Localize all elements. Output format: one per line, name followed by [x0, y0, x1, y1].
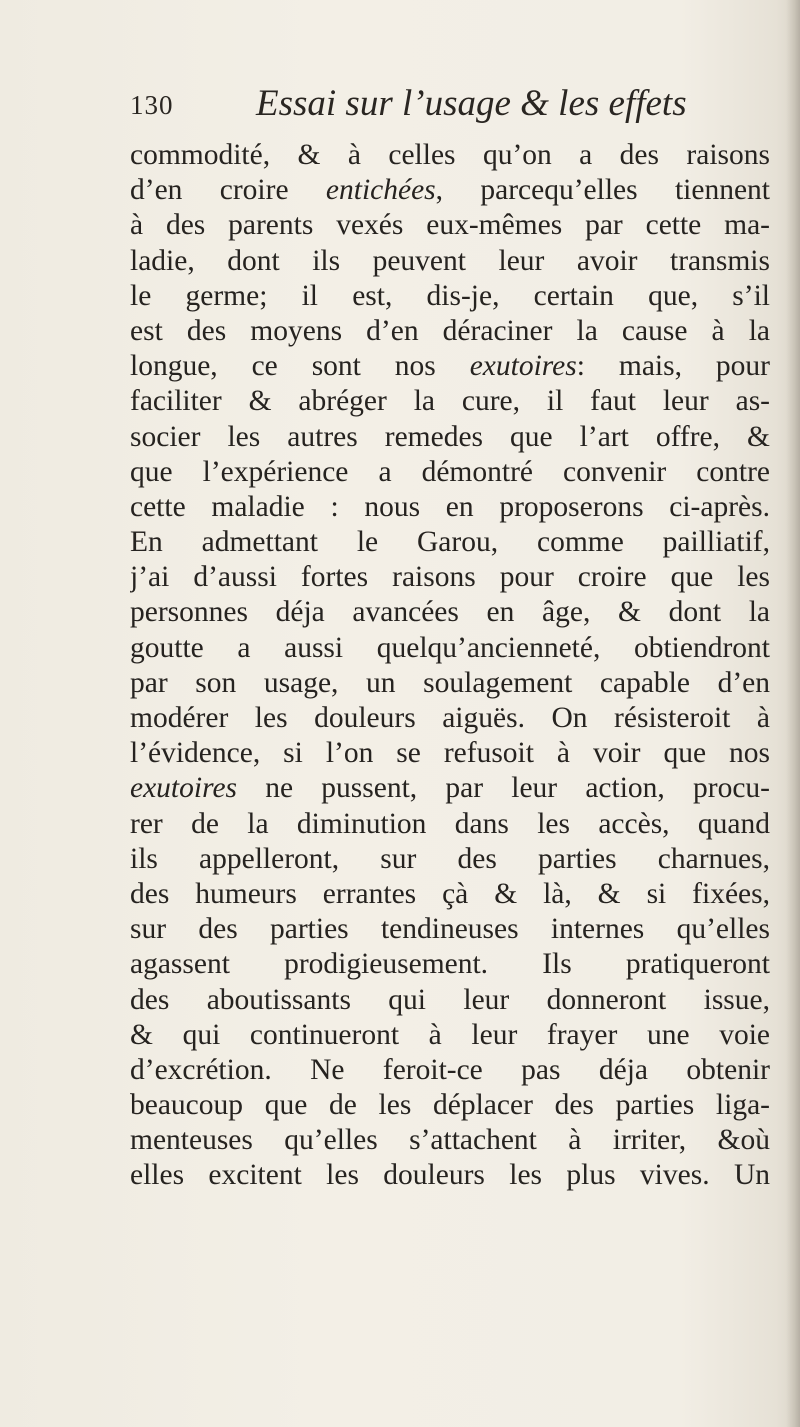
- text-segment: agassent prodigieusement. Ils pratiqueront: [130, 948, 770, 981]
- text-segment: socier les autres remedes que l’art offre, &: [130, 420, 770, 453]
- text-line: [130, 525, 770, 560]
- text-segment: ils appelleront, sur des parties charnues,: [130, 842, 770, 875]
- text-line: [130, 420, 770, 455]
- text-line: [130, 1088, 770, 1123]
- text-line: [130, 1123, 770, 1158]
- text-line: [130, 595, 770, 630]
- page-edge-shadow: [786, 0, 800, 1427]
- running-head: [130, 82, 730, 132]
- text-line: [130, 349, 770, 384]
- italic-text: exutoires: [469, 350, 577, 383]
- text-line: [130, 807, 770, 842]
- text-segment: rer de la diminution dans les accès, quand: [130, 807, 770, 840]
- text-segment: d’en croire: [130, 174, 326, 207]
- text-segment: j’ai d’aussi fortes raisons pour croire que les: [130, 561, 770, 594]
- text-segment: ladie, dont ils peuvent leur avoir transmis: [130, 244, 770, 277]
- text-segment: à des parents vexés eux-mêmes par cette ma-: [130, 209, 770, 242]
- text-line: [130, 173, 770, 208]
- text-line: [130, 279, 770, 314]
- text-segment: est des moyens d’en déraciner la cause à la: [130, 314, 770, 347]
- text-line: [130, 842, 770, 877]
- text-line: [130, 1053, 770, 1088]
- text-line: [130, 631, 770, 666]
- text-segment: : mais, pour: [576, 350, 770, 383]
- text-line: [130, 736, 770, 771]
- text-line: [130, 490, 770, 525]
- text-line: [130, 384, 770, 419]
- text-line: [130, 1158, 770, 1193]
- text-line: [130, 208, 770, 243]
- text-segment: commodité, & à celles qu’on a des raisons: [130, 139, 770, 171]
- text-segment: modérer les douleurs aiguës. On résisteroit à: [130, 702, 770, 734]
- text-line: [130, 1018, 770, 1053]
- text-segment: des humeurs errantes çà & là, & si fixées,: [130, 877, 770, 910]
- text-segment: le germe; il est, dis-je, certain que, s’il: [130, 279, 770, 312]
- text-line: [130, 455, 770, 490]
- italic-text: entichées: [325, 174, 436, 207]
- text-segment: cette maladie : nous en proposerons ci-après.: [130, 490, 770, 523]
- text-segment: faciliter & abréger la cure, il faut leur as-: [130, 385, 770, 418]
- text-segment: d’excrétion. Ne feroit-ce pas déja obtenir: [130, 1053, 770, 1086]
- page-number: 130: [130, 90, 174, 120]
- text-segment: personnes déja avancées en âge, & dont la: [130, 596, 770, 629]
- text-segment: goutte a aussi quelqu’ancienneté, obtiendront: [130, 631, 770, 664]
- text-line: [130, 983, 770, 1018]
- text-line: [130, 947, 770, 982]
- text-segment: & qui continueront à leur frayer une voie: [130, 1018, 770, 1051]
- text-segment: elles excitent les douleurs les plus vives. Un: [130, 1159, 770, 1192]
- text-line: [130, 560, 770, 595]
- text-line: [130, 666, 770, 701]
- italic-text: exutoires: [130, 772, 238, 805]
- text-segment: beaucoup que de les déplacer des parties liga-: [130, 1089, 770, 1122]
- text-line: [130, 701, 770, 736]
- text-segment: des aboutissants qui leur donneront issue,: [130, 983, 770, 1016]
- text-segment: sur des parties tendineuses internes qu’elles: [130, 913, 770, 946]
- text-segment: ne pussent, par leur action, procu-: [237, 772, 770, 805]
- text-line: [130, 244, 770, 279]
- text-segment: longue, ce sont nos: [130, 350, 470, 383]
- text-line: [130, 771, 770, 806]
- text-line: [130, 138, 770, 173]
- text-segment: , parcequ’elles tiennent: [435, 174, 770, 207]
- running-title: Essai sur l’usage & les effets: [256, 83, 687, 124]
- text-line: [130, 877, 770, 912]
- text-segment: En admettant le Garou, comme pailliatif,: [130, 526, 770, 559]
- text-segment: menteuses qu’elles s’attachent à irriter, &où: [130, 1124, 770, 1157]
- text-segment: que l’expérience a démontré convenir contre: [130, 455, 770, 488]
- text-segment: l’évidence, si l’on se refusoit à voir que nos: [130, 737, 770, 770]
- text-segment: par son usage, un soulagement capable d’en: [130, 666, 770, 699]
- body-text: [130, 138, 770, 1194]
- text-line: [130, 314, 770, 349]
- text-line: [130, 912, 770, 947]
